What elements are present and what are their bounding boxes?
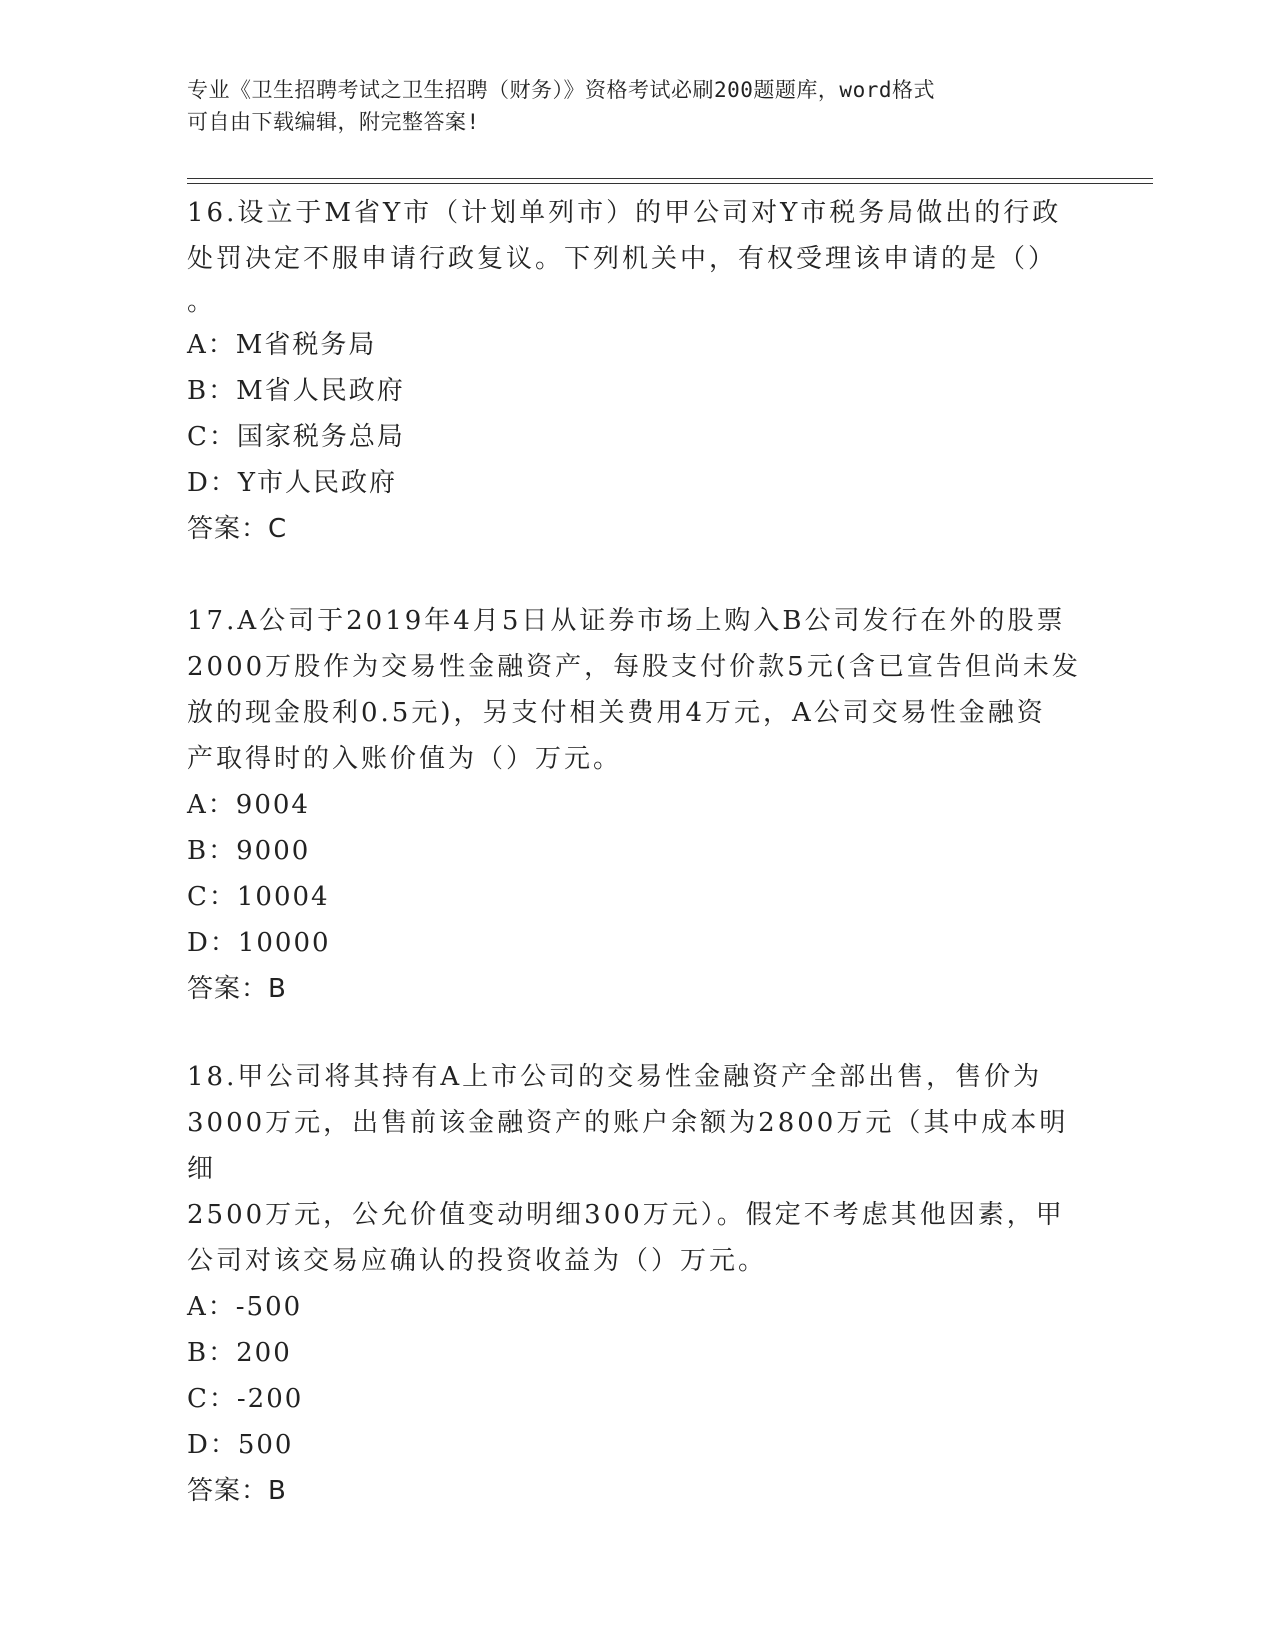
question-stem-line: 处罚决定不服申请行政复议。下列机关中，有权受理该申请的是（） — [187, 244, 1058, 274]
option-c: C：-200 — [187, 1384, 304, 1414]
question-stem-line: 3000万元，出售前该金融资产的账户余额为2800万元（其中成本明细 — [187, 1108, 1069, 1184]
header-line-1: 专业《卫生招聘考试之卫生招聘（财务）》资格考试必刷200题题库，word格式 — [187, 78, 935, 102]
answer: 答案：B — [187, 1476, 287, 1506]
answer: 答案：C — [187, 514, 288, 544]
option-b: B：200 — [187, 1338, 292, 1368]
header-divider-thick — [187, 178, 1153, 179]
header-divider-thin — [187, 183, 1153, 184]
question-stem-tail: 。 — [187, 287, 214, 317]
document-header — [187, 74, 1067, 138]
question-stem-line: 放的现金股利0.5元)，另支付相关费用4万元，A公司交易性金融资 — [187, 698, 1046, 728]
option-a: A：M省税务局 — [187, 330, 377, 360]
header-line-2: 可自由下载编辑，附完整答案! — [187, 110, 480, 134]
question-stem-line: 产取得时的入账价值为（）万元。 — [187, 744, 623, 774]
question-stem-line: 2500万元，公允价值变动明细300万元）。假定不考虑其他因素，甲 — [187, 1200, 1065, 1230]
question-17 — [187, 598, 1087, 1012]
option-c: C：10004 — [187, 882, 330, 912]
option-b: B：9000 — [187, 836, 311, 866]
question-stem-line: 16.设立于M省Y市（计划单列市）的甲公司对Y市税务局做出的行政 — [187, 198, 1062, 228]
option-b: B：M省人民政府 — [187, 376, 405, 406]
question-stem-line: 18.甲公司将其持有A上市公司的交易性金融资产全部出售，售价为 — [187, 1062, 1043, 1092]
question-stem-line: 公司对该交易应确认的投资收益为（）万元。 — [187, 1246, 768, 1276]
question-stem-line: 2000万股作为交易性金融资产，每股支付价款5元(含已宣告但尚未发 — [187, 652, 1081, 682]
option-d: D：10000 — [187, 928, 331, 958]
option-c: C：国家税务总局 — [187, 422, 405, 452]
option-d: D：500 — [187, 1430, 294, 1460]
option-a: A：9004 — [187, 790, 310, 820]
question-stem-line: 17.A公司于2019年4月5日从证券市场上购入B公司发行在外的股票 — [187, 606, 1066, 636]
answer: 答案：B — [187, 974, 287, 1004]
option-a: A：-500 — [187, 1292, 303, 1322]
question-16 — [187, 190, 1087, 552]
option-d: D：Y市人民政府 — [187, 468, 398, 498]
question-18 — [187, 1054, 1087, 1514]
